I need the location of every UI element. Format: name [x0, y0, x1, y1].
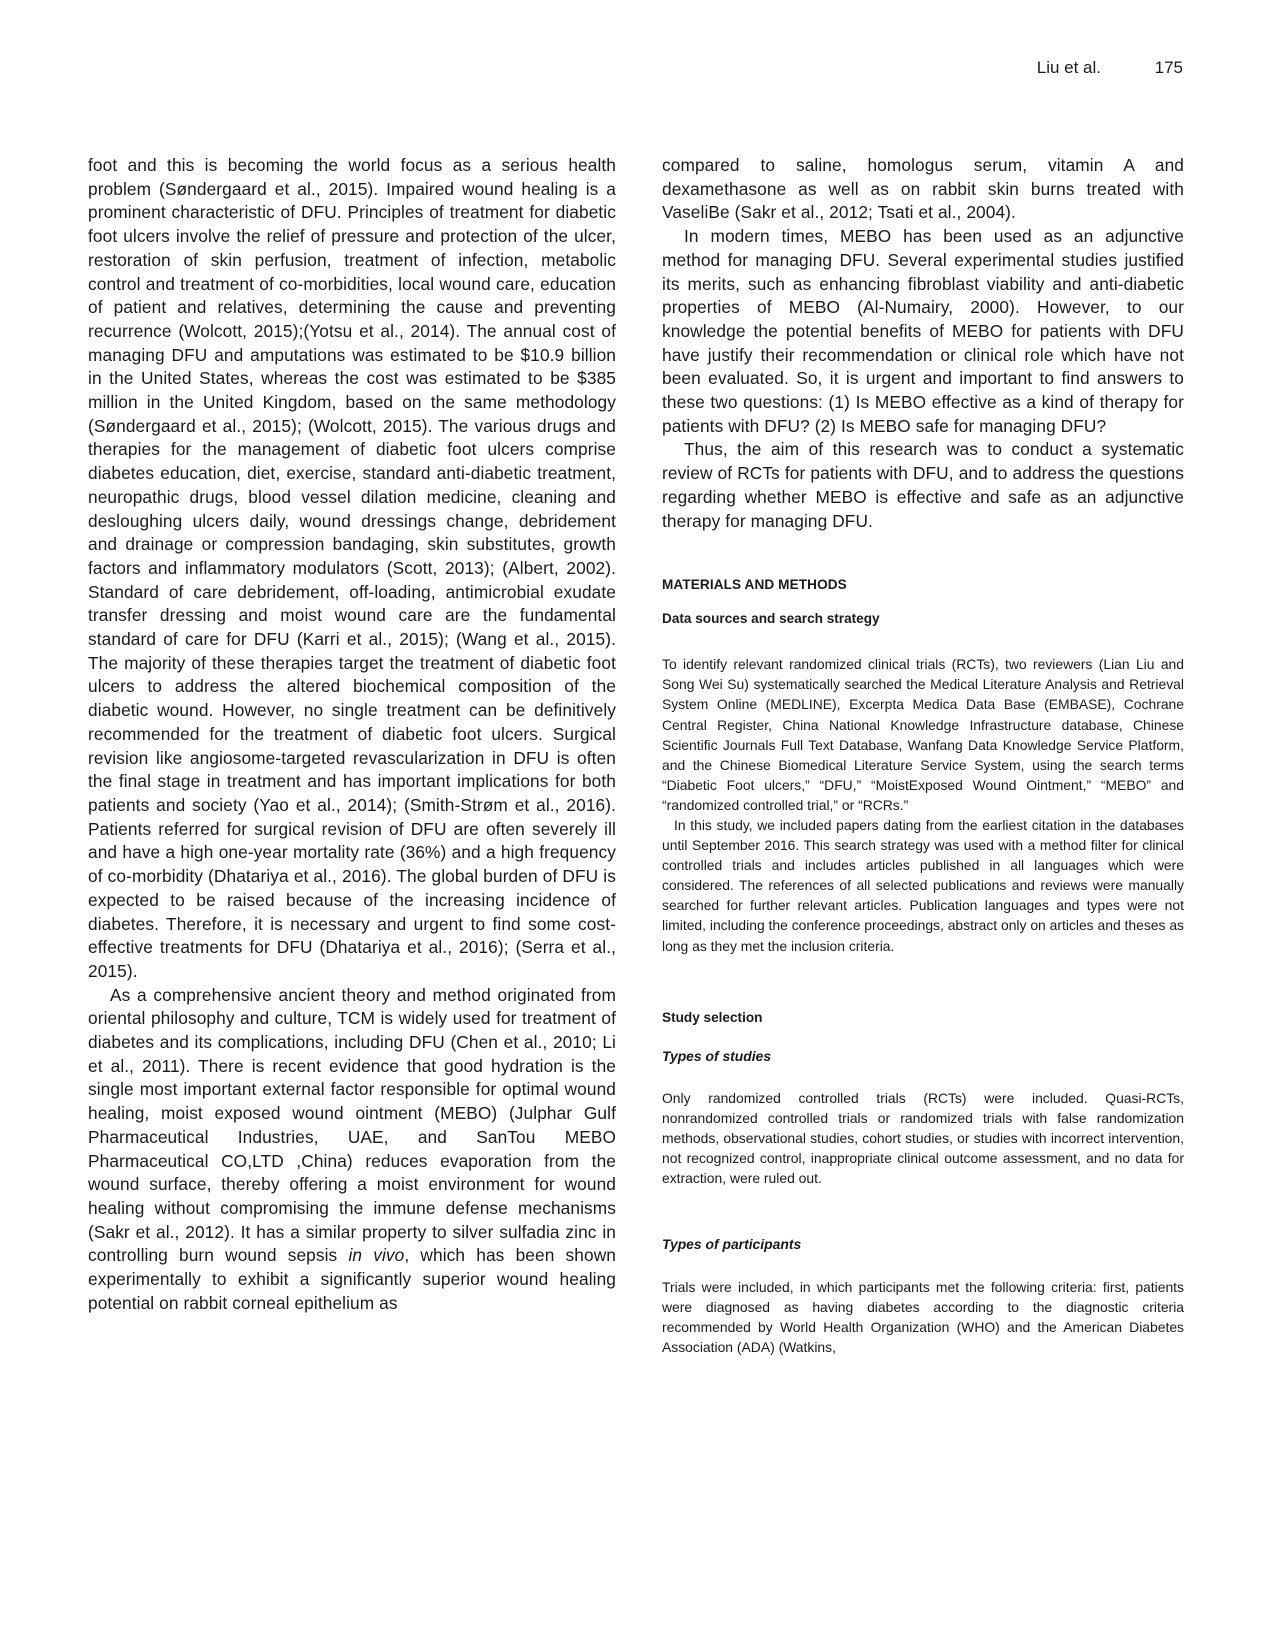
left-column	[88, 154, 616, 1315]
section-heading: MATERIALS AND METHODS	[662, 577, 847, 593]
body-paragraph: Trials were included, in which participants met the following criteria: first, patients were diagnosed as having diabetes according to the diagnostic criteria recommended by World Health Organization (WHO) and the American Diabetes Association (ADA) (Watkins,	[662, 1279, 1184, 1356]
running-head	[660, 58, 1183, 82]
types-of-participants-text	[662, 1277, 1184, 1357]
right-column	[662, 154, 1184, 1358]
intro-text	[662, 154, 1184, 533]
sub-subsection-heading: Types of participants	[662, 1236, 802, 1253]
body-text: , which has been shown experimentally to exhibit a significantly superior wound healing potential on rabbit corneal epithelium as	[88, 1245, 617, 1313]
data-sources-text	[662, 654, 1184, 955]
body-paragraph: Only randomized controlled trials (RCTs) were included. Quasi-RCTs, nonrandomized controlled trials or randomized trials with false randomization methods, observational studies, cohort studies, or studies with incorrect intervention, not recognized control, inappropriate clinical outcome assessment, and no data for extraction, were ruled out.	[662, 1089, 1184, 1187]
types-of-studies-text	[662, 1088, 1184, 1188]
body-paragraph: Thus, the aim of this research was to conduct a systematic review of RCTs for patients with DFU, and to address the questions regarding whether MEBO is effective and safe as an adjunctive therapy for managing DFU.	[662, 439, 1184, 531]
running-head-author: Liu et al.	[1036, 58, 1101, 77]
body-paragraph: To identify relevant randomized clinical trials (RCTs), two reviewers (Lian Liu and Song Wei Su) systematically searched the Medical Literature Analysis and Retrieval System Online (MEDLINE), Excerpta Medica Data Base (EMBASE), Cochrane Central Register, China National Knowledge Infrastructure database, Chinese Scientific Journals Full Text Database, Wanfang Data Knowledge Service Platform, and the Chinese Biomedical Literature Service System, using the search terms “Diabetic Foot ulcers,” “DFU,” “MoistExposed Wound Ointment,” “MEBO” and “randomized controlled trial,” or “RCRs.”	[662, 656, 1184, 813]
body-paragraph	[88, 984, 616, 1316]
subsection-heading: Study selection	[662, 1009, 763, 1025]
subsection-heading: Data sources and search strategy	[662, 611, 880, 627]
sub-subsection-heading: Types of studies	[662, 1047, 772, 1064]
page-number: 175	[1154, 58, 1183, 77]
body-paragraph: foot and this is becoming the world focus as a serious health problem (Søndergaard et al., 2015). Impaired wound healing is a prominent characteristic of DFU. Principles of treatment for diabetic foot ulcers involve the relief of pressure and protection of the ulcer, restoration of skin perfusion, treatment of infection, metabolic control and treatment of co-morbidities, local wound care, education of patient and relatives, determining the cause and preventing recurrence (Wolcott, 2015);(Yotsu et al., 2014). The annual cost of managing DFU and amputations was estimated to be $10.9 billion in the United States, whereas the cost was estimated to be $385 million in the United Kingdom, based on the same methodology (Søndergaard et al., 2015); (Wolcott, 2015). The various drugs and therapies for the management of diabetic foot ulcers comprise diabetes education, diet, exercise, standard anti-diabetic treatment, neuropathic drugs, blood vessel dilation medicine, cleaning and desloughing ulcers daily, wound dressings change, debridement and drainage or compression bandaging, skin substitutes, growth factors and inflammatory modulators (Scott, 2013); (Albert, 2002). Standard of care debridement, off-loading, antimicrobial exudate transfer dressing and moist wound care are the fundamental standard of care for DFU (Karri et al., 2015); (Wang et al., 2015). The majority of these therapies target the treatment of diabetic foot ulcers to address the altered biochemical composition of the diabetic wound. However, no single treatment can be definitively recommended for the treatment of diabetic foot ulcers. Surgical revision like angiosome-targeted revascularization in DFU is often the final stage in treatment and has important implications for both patients and society (Yao et al., 2014); (Smith-Strøm et al., 2016). Patients referred for surgical revision of DFU are often severely ill and have a high one-year mortality rate (36%) and a high frequency of co-morbidity (Dhatariya et al., 2016). The global burden of DFU is expected to be raised because of the increasing incidence of diabetes. Therefore, it is necessary and urgent to find some cost-effective treatments for DFU (Dhatariya et al., 2016); (Serra et al., 2015).	[88, 155, 616, 981]
body-paragraph: compared to saline, homologus serum, vitamin A and dexamethasone as well as on rabbit skin burns treated with VaseliBe (Sakr et al., 2012; Tsati et al., 2004).	[662, 155, 1184, 223]
body-paragraph: In this study, we included papers dating from the earliest citation in the databases until September 2016. This search strategy was used with a method filter for clinical controlled trials and includes articles published in all languages which were considered. The references of all selected publications and reviews were manually searched for further relevant articles. Publication languages and types were not limited, including the conference proceedings, abstract only on articles and theses as long as they met the inclusion criteria.	[662, 817, 1184, 954]
italic-term: in vivo	[348, 1245, 405, 1266]
body-paragraph: In modern times, MEBO has been used as an adjunctive method for managing DFU. Several experimental studies justified its merits, such as enhancing fibroblast viability and anti-diabetic properties of MEBO (Al-Numairy, 2000). However, to our knowledge the potential benefits of MEBO for patients with DFU have justify their recommendation or clinical role which have not been evaluated. So, it is urgent and important to find answers to these two questions: (1) Is MEBO effective as a kind of therapy for patients with DFU? (2) Is MEBO safe for managing DFU?	[662, 226, 1184, 436]
body-text: As a comprehensive ancient theory and method originated from oriental philosophy and culture, TCM is widely used for treatment of diabetes and its complications, including DFU (Chen et al., 2010; Li et al., 2011). There is recent evidence that good hydration is the single most important external factor responsible for optimal wound healing, moist exposed wound ointment (MEBO) (Julphar Gulf Pharmaceutical Industries, UAE, and SanTou MEBO Pharmaceutical CO,LTD ,China) reduces evaporation from the wound surface, thereby offering a moist environment for wound healing without compromising the immune defense mechanisms (Sakr et al., 2012). It has a similar property to silver sulfadia zinc in controlling burn wound sepsis	[88, 984, 616, 1266]
